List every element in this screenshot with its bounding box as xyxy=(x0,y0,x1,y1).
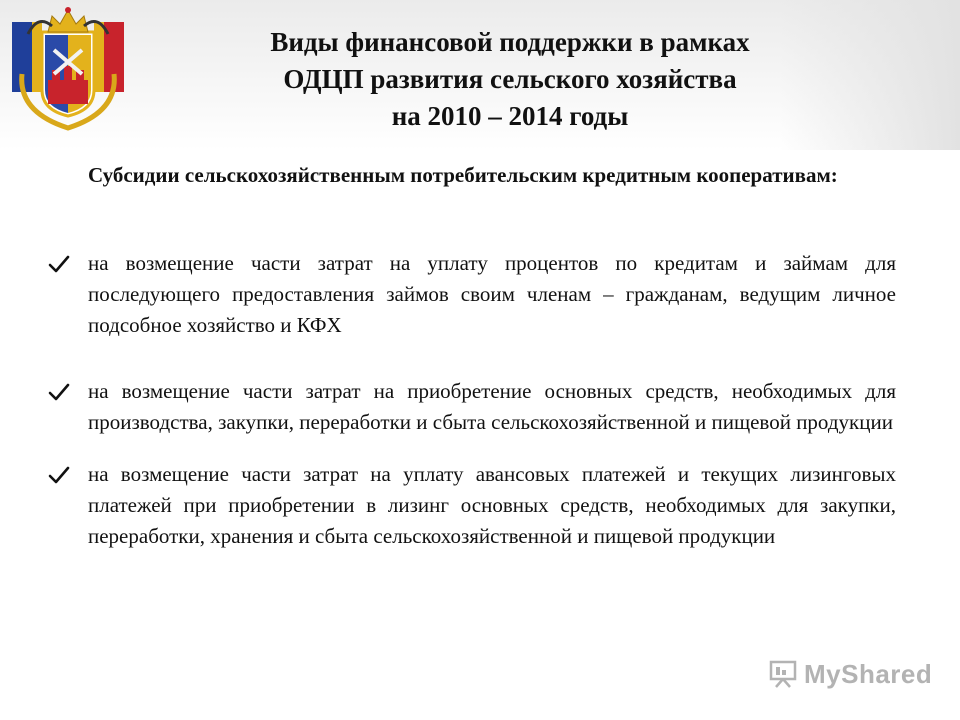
title-line-1: Виды финансовой поддержки в рамках xyxy=(270,27,750,57)
list-item xyxy=(48,376,896,438)
subsidy-list xyxy=(48,248,896,552)
page-title xyxy=(190,24,830,135)
checkmark-icon xyxy=(48,466,70,484)
watermark-text: MyShared xyxy=(804,658,933,689)
list-item-text: на возмещение части затрат на уплату авансовых платежей и текущих лизинговых платежей при приобретении в лизинг основных средств, необходимых для закупки, переработки, хранения и сбыта сельскохозяйственной и пищевой продукции xyxy=(88,462,896,548)
section-subtitle: Субсидии сельскохозяйственным потребительским кредитным кооперативам: xyxy=(88,163,838,187)
list-item xyxy=(48,248,896,341)
list-item xyxy=(48,459,896,552)
coat-of-arms-emblem xyxy=(8,4,128,132)
presentation-board-icon xyxy=(768,659,798,689)
checkmark-icon xyxy=(48,383,70,401)
watermark xyxy=(768,656,938,692)
list-item-text: на возмещение части затрат на уплату процентов по кредитам и займам для последующего предоставления займов своим членам – гражданам, ведущим личное подсобное хозяйство и КФХ xyxy=(88,251,896,337)
list-item-text: на возмещение части затрат на приобретение основных средств, необходимых для производства, закупки, переработки и сбыта сельскохозяйственной и пищевой продукции xyxy=(88,379,896,434)
title-line-2: ОДЦП развития сельского хозяйства xyxy=(283,64,737,94)
title-line-3: на 2010 – 2014 годы xyxy=(391,101,629,131)
checkmark-icon xyxy=(48,255,70,273)
